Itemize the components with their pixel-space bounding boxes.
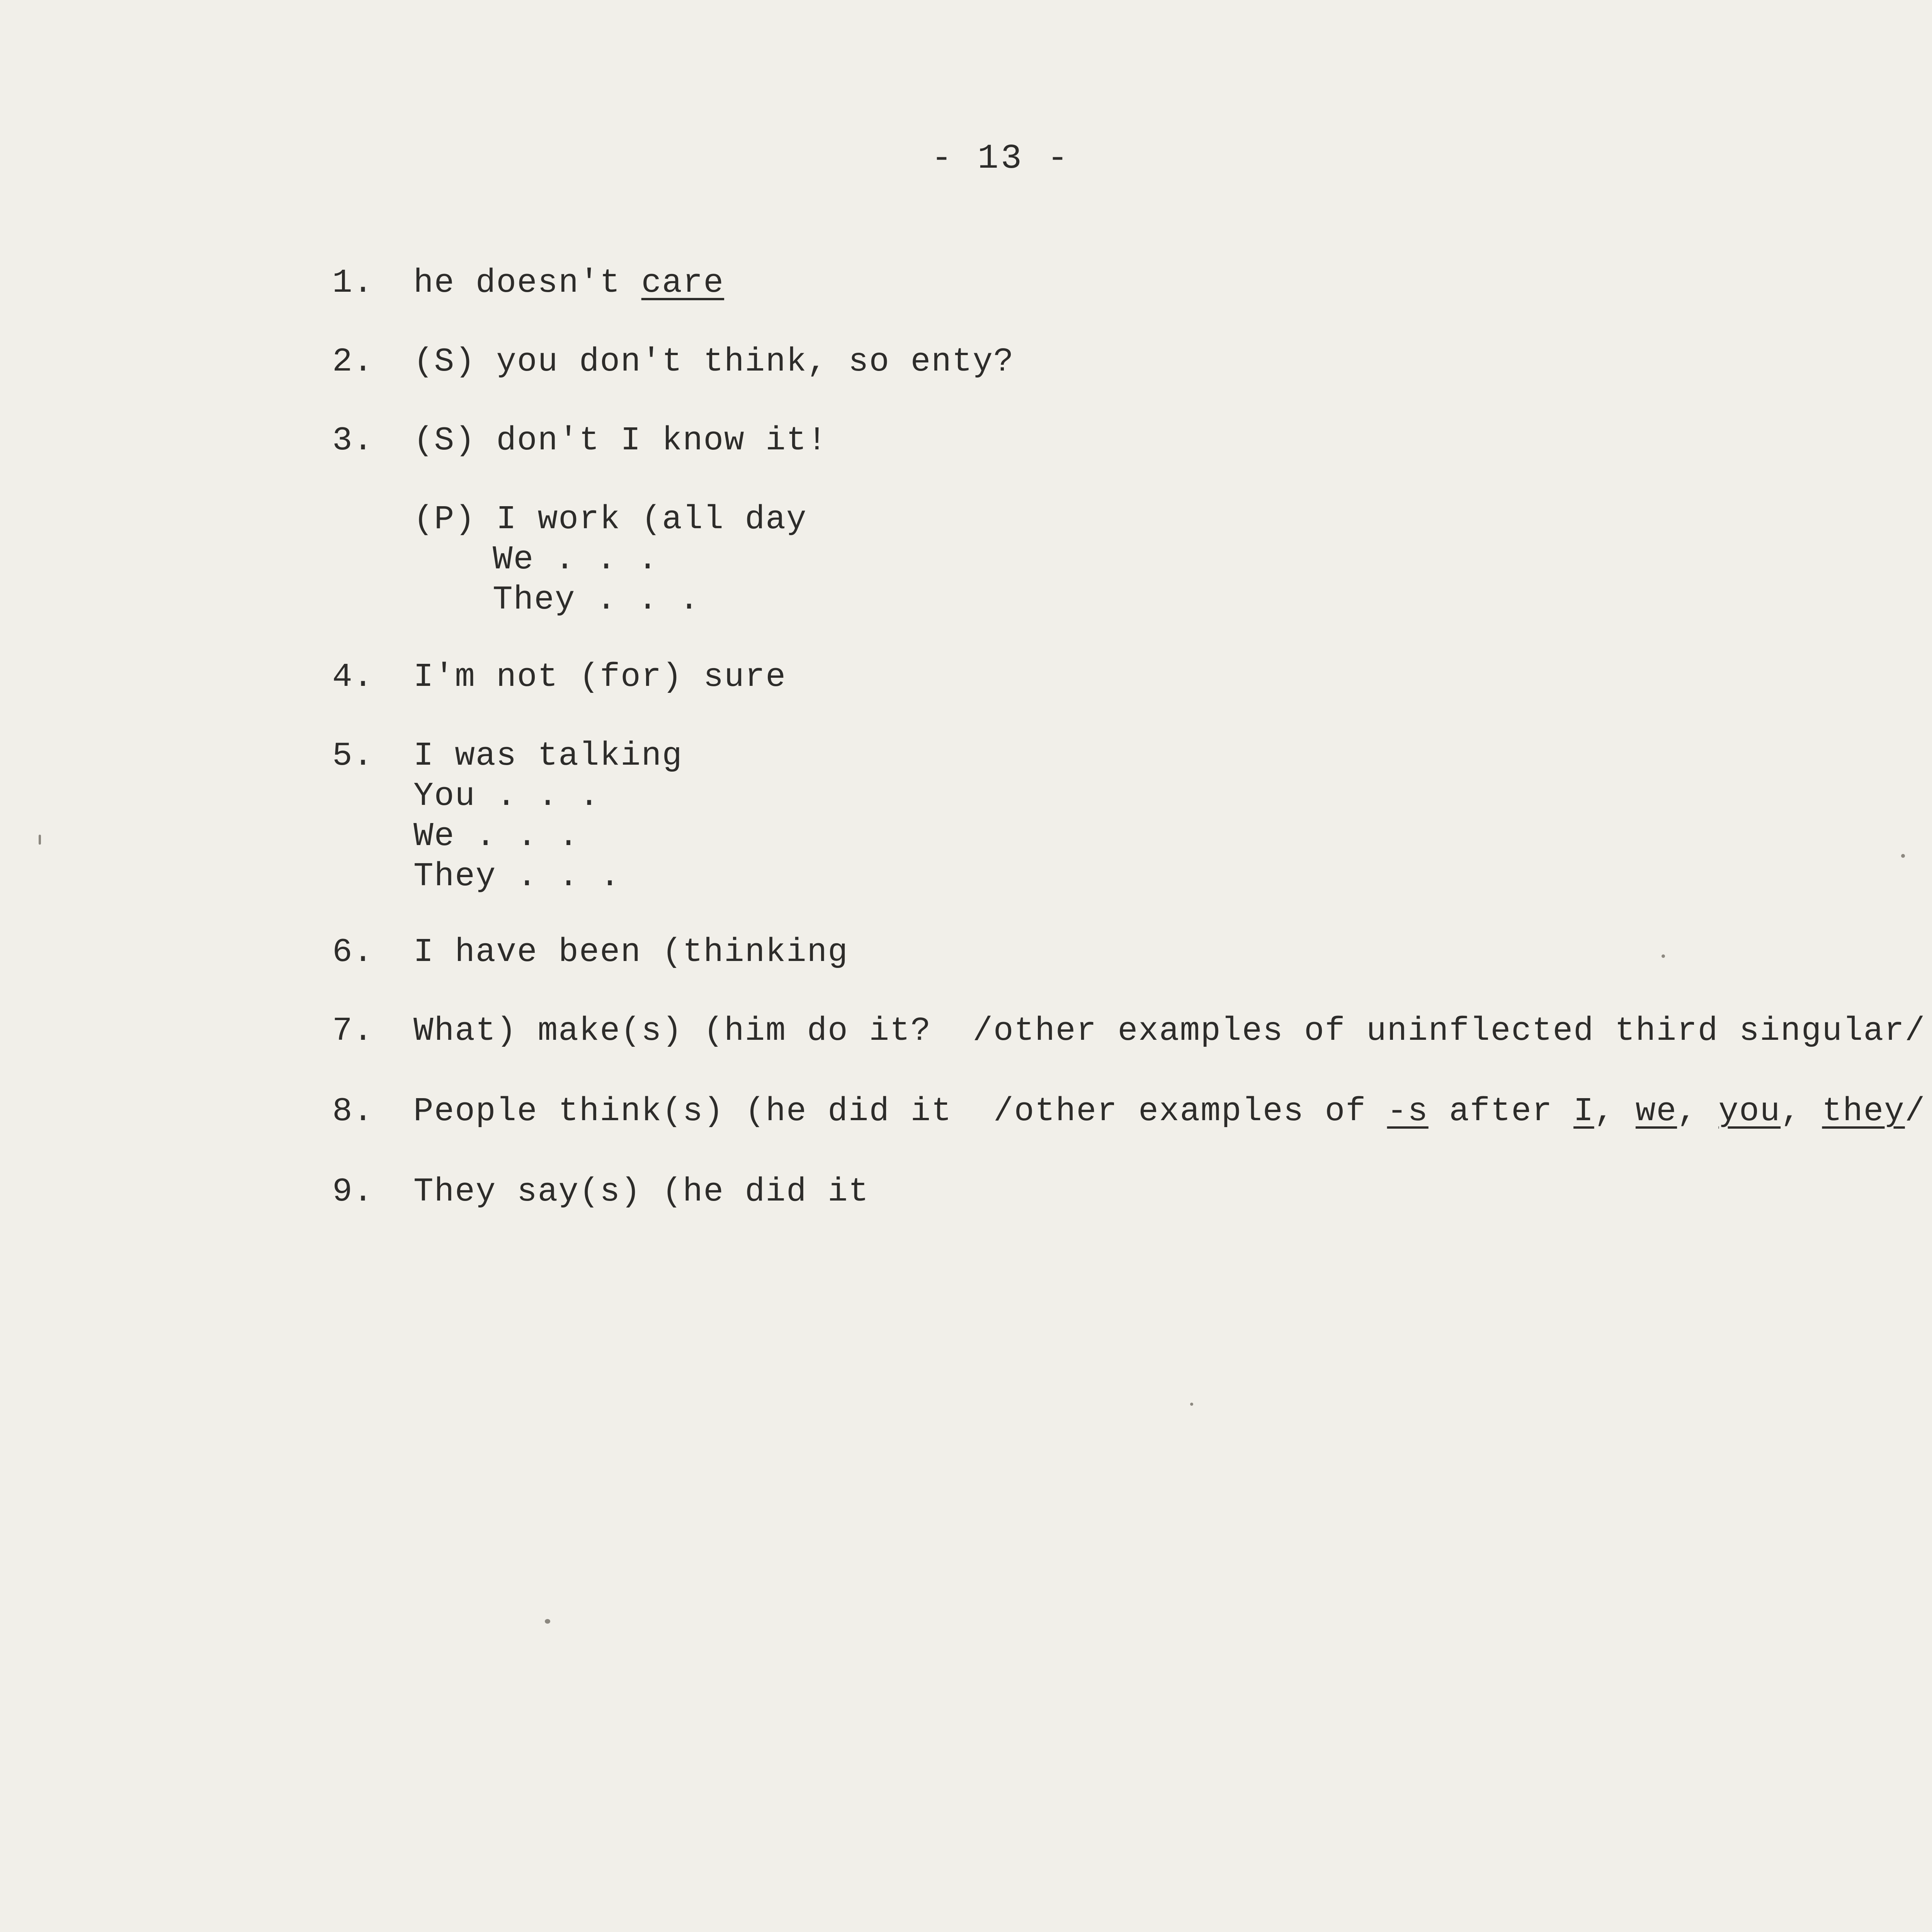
item-text: They say(s) (he did it bbox=[413, 1173, 869, 1211]
paper-speck bbox=[545, 1619, 550, 1624]
item-number: 8. bbox=[332, 1092, 374, 1130]
item-number: 1. bbox=[332, 264, 374, 302]
item-number: 2. bbox=[332, 343, 374, 381]
item-subline: (P) I work (all day bbox=[413, 500, 807, 538]
item-text: What) make(s) (him do it? /other examples of uninflected third singular/ bbox=[413, 1012, 1926, 1050]
item-number: 6. bbox=[332, 933, 374, 971]
item-subline: You . . . bbox=[413, 777, 600, 815]
item-number: 7. bbox=[332, 1012, 374, 1050]
item-subline: We . . . bbox=[413, 817, 579, 855]
item-number: 3. bbox=[332, 422, 374, 459]
paper-speck bbox=[39, 835, 41, 845]
item-subline: They . . . bbox=[493, 581, 700, 619]
item-text: I have been (thinking bbox=[413, 933, 849, 971]
page-number: - 13 - bbox=[931, 139, 1071, 179]
item-text: (S) don't I know it! bbox=[413, 422, 828, 459]
paper-speck bbox=[1662, 954, 1665, 958]
underlined-word: care bbox=[641, 264, 724, 302]
item-text: I was talking bbox=[413, 737, 683, 775]
item-number: 9. bbox=[332, 1173, 374, 1211]
paper-speck bbox=[1901, 854, 1905, 858]
item-text: he doesn't care bbox=[413, 264, 724, 302]
item-number: 5. bbox=[332, 737, 374, 775]
item-subline: We . . . bbox=[493, 541, 658, 578]
item-number: 4. bbox=[332, 658, 374, 696]
item-text: (S) you don't think, so enty? bbox=[413, 343, 1014, 381]
item-subline: They . . . bbox=[413, 857, 621, 895]
item-text: I'm not (for) sure bbox=[413, 658, 786, 696]
item-text: People think(s) (he did it /other examples of -s after I, we, you, they/ bbox=[413, 1092, 1926, 1130]
paper-speck bbox=[1190, 1403, 1193, 1406]
